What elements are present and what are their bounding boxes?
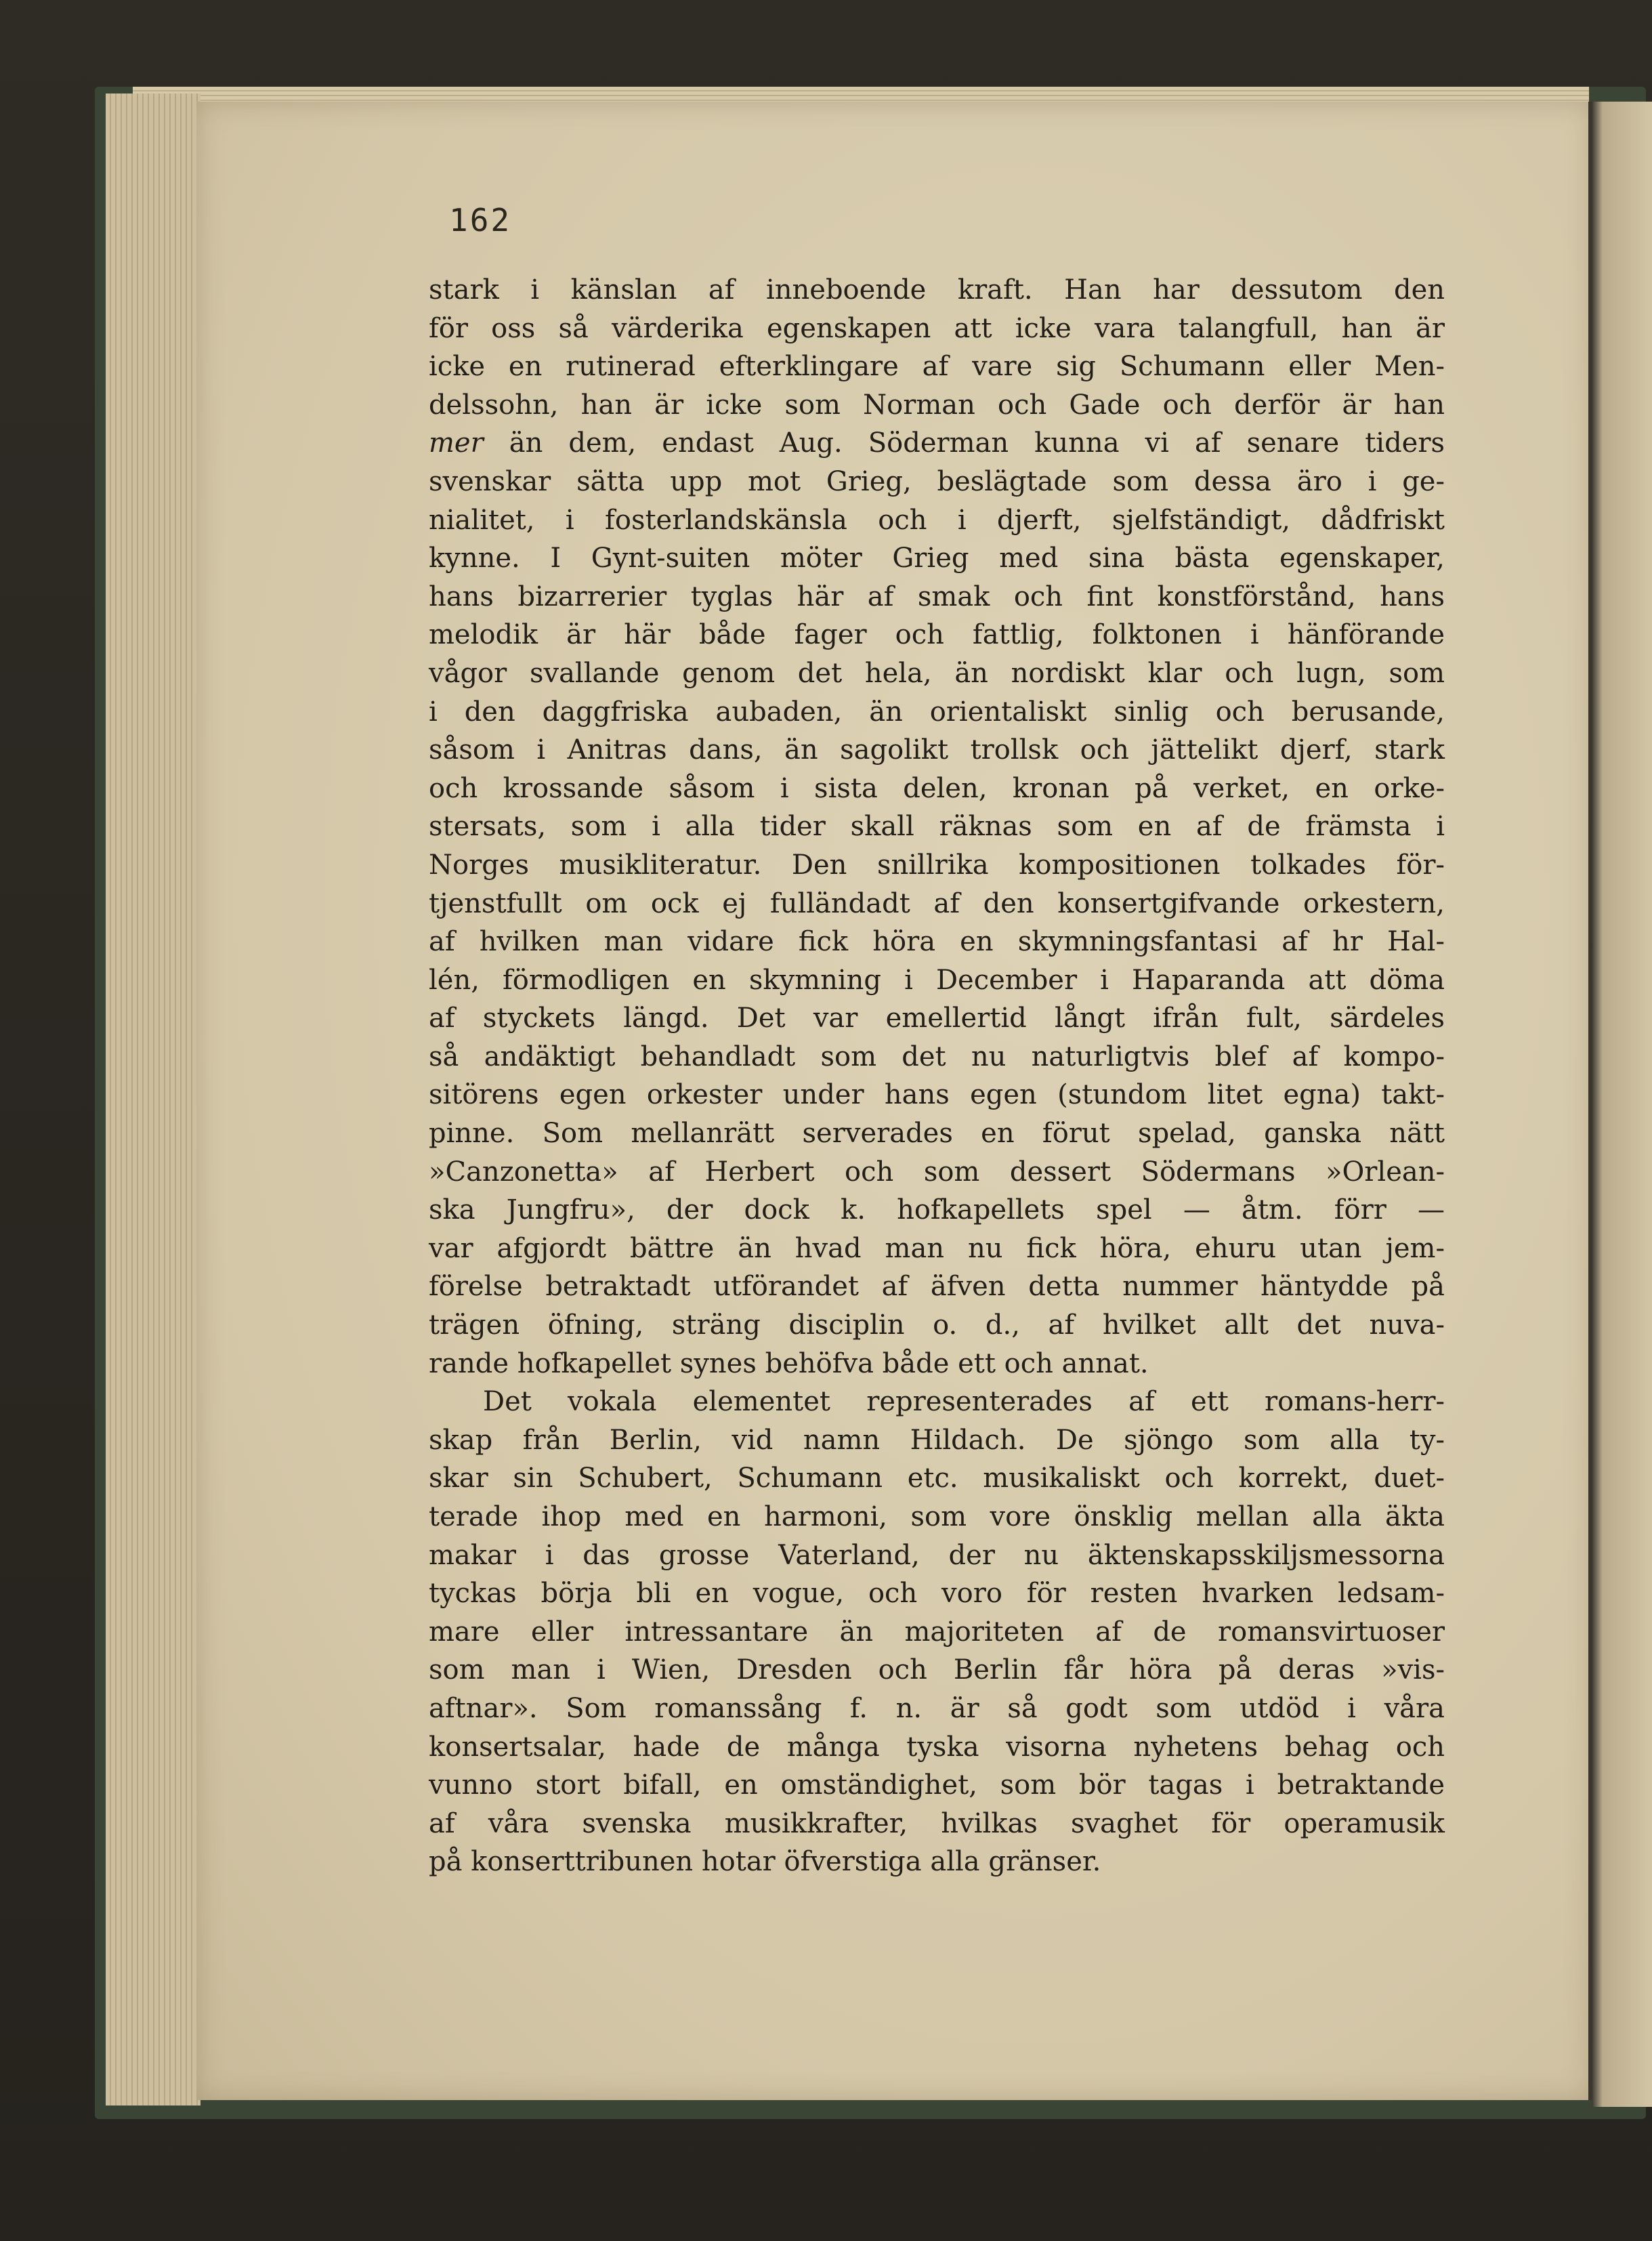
text-line: af styckets längd. Det var emellertid långt ifrån fult, särdeles xyxy=(429,1003,1445,1034)
text-line: aftnar». Som romanssång f. n. är så godt som utdöd i våra xyxy=(429,1692,1445,1724)
text-line: svenskar sätta upp mot Grieg, beslägtade som dessa äro i ge- xyxy=(429,465,1445,497)
text-line: vågor svallande genom det hela, än nordiskt klar och lugn, som xyxy=(429,657,1445,689)
text-line: stark i känslan af inneboende kraft. Han har dessutom den xyxy=(429,274,1445,306)
text-line: så andäktigt behandladt som det nu naturligtvis blef af kompo- xyxy=(429,1041,1445,1072)
text-line: tjenstfullt om ock ej fulländadt af den konsertgifvande orkestern, xyxy=(429,887,1445,919)
text-line: hans bizarrerier tyglas här af smak och fint konstförstånd, hans xyxy=(429,581,1445,612)
text-line: som man i Wien, Dresden och Berlin får höra på deras »vis- xyxy=(429,1654,1445,1686)
text-line: på konserttribunen hotar öfverstiga alla gränser. xyxy=(429,1846,1101,1878)
text-line: förelse betraktadt utförandet af äfven detta nummer häntydde på xyxy=(429,1271,1445,1303)
text-line: rande hofkapellet synes behöfva både ett och annat. xyxy=(429,1347,1149,1379)
text-line: var afgjordt bättre än hvad man nu fick höra, ehuru utan jem- xyxy=(429,1232,1445,1264)
page-edges xyxy=(106,93,200,2106)
text-line: lén, förmodligen en skymning i December i Haparanda att döma xyxy=(429,964,1445,996)
text-line: melodik är här både fager och fattlig, folktonen i hänförande xyxy=(429,619,1445,651)
text-line: sitörens egen orkester under hans egen (stundom litet egna) takt- xyxy=(429,1079,1445,1111)
text-line: stersats, som i alla tider skall räknas som en af de främsta i xyxy=(429,811,1445,843)
text-line: »Canzonetta» af Herbert och som dessert Södermans »Orlean- xyxy=(429,1156,1445,1188)
body-text xyxy=(429,271,1445,1881)
text-line: skap från Berlin, vid namn Hildach. De sjöngo som alla ty- xyxy=(429,1424,1445,1456)
text-line: mer än dem, endast Aug. Söderman kunna vi af senare tiders xyxy=(429,427,1445,459)
text-line: terade ihop med en harmoni, som vore önsklig mellan alla äkta xyxy=(429,1501,1445,1532)
text-line: såsom i Anitras dans, än sagolikt trollsk och jättelikt djerf, stark xyxy=(429,734,1445,766)
text-line: Norges musikliteratur. Den snillrika kompositionen tolkades för- xyxy=(429,849,1445,881)
text-line: mare eller intressantare än majoriteten af de romansvirtuoser xyxy=(429,1616,1445,1648)
text-line: makar i das grosse Vaterland, der nu äktenskapsskiljsmessorna xyxy=(429,1539,1445,1571)
text-line: ska Jungfru», der dock k. hofkapellets spel — åtm. förr — xyxy=(429,1194,1445,1226)
text-line: tyckas börja bli en vogue, och voro för resten hvarken ledsam- xyxy=(429,1578,1445,1610)
text-line: pinne. Som mellanrätt serverades en förut spelad, ganska nätt xyxy=(429,1118,1445,1150)
text-line: delssohn, han är icke som Norman och Gade och derför är han xyxy=(429,389,1445,421)
text-line: icke en rutinerad efterklingare af vare sig Schumann eller Men- xyxy=(429,351,1445,383)
facing-page-edge xyxy=(1592,102,1652,2107)
text-line: och krossande såsom i sista delen, kronan på verket, en orke- xyxy=(429,772,1445,804)
page-number: 162 xyxy=(449,202,512,238)
text-line: vunno stort bifall, en omständighet, som bör tagas i betraktande xyxy=(429,1769,1445,1801)
text-line: för oss så värderika egenskapen att icke vara talangfull, han är xyxy=(429,312,1445,344)
text-line: konsertsalar, hade de många tyska visorna nyhetens behag och xyxy=(429,1731,1445,1763)
text-line: af våra svenska musikkrafter, hvilkas svaghet för operamusik xyxy=(429,1807,1445,1839)
text-line: Det vokala elementet representerades af ett romans-herr- xyxy=(483,1386,1445,1418)
text-line: i den daggfriska aubaden, än orientaliskt sinlig och berusande, xyxy=(429,696,1445,728)
text-line: af hvilken man vidare fick höra en skymningsfantasi af hr Hal- xyxy=(429,926,1445,958)
text-line: trägen öfning, sträng disciplin o. d., af hvilket allt det nuva- xyxy=(429,1310,1445,1341)
text-line: skar sin Schubert, Schumann etc. musikaliskt och korrekt, duet- xyxy=(429,1463,1445,1494)
text-line: nialitet, i fosterlandskänsla och i djerft, sjelfständigt, dådfriskt xyxy=(429,504,1445,536)
text-line: kynne. I Gynt-suiten möter Grieg med sina bästa egenskaper, xyxy=(429,543,1445,574)
